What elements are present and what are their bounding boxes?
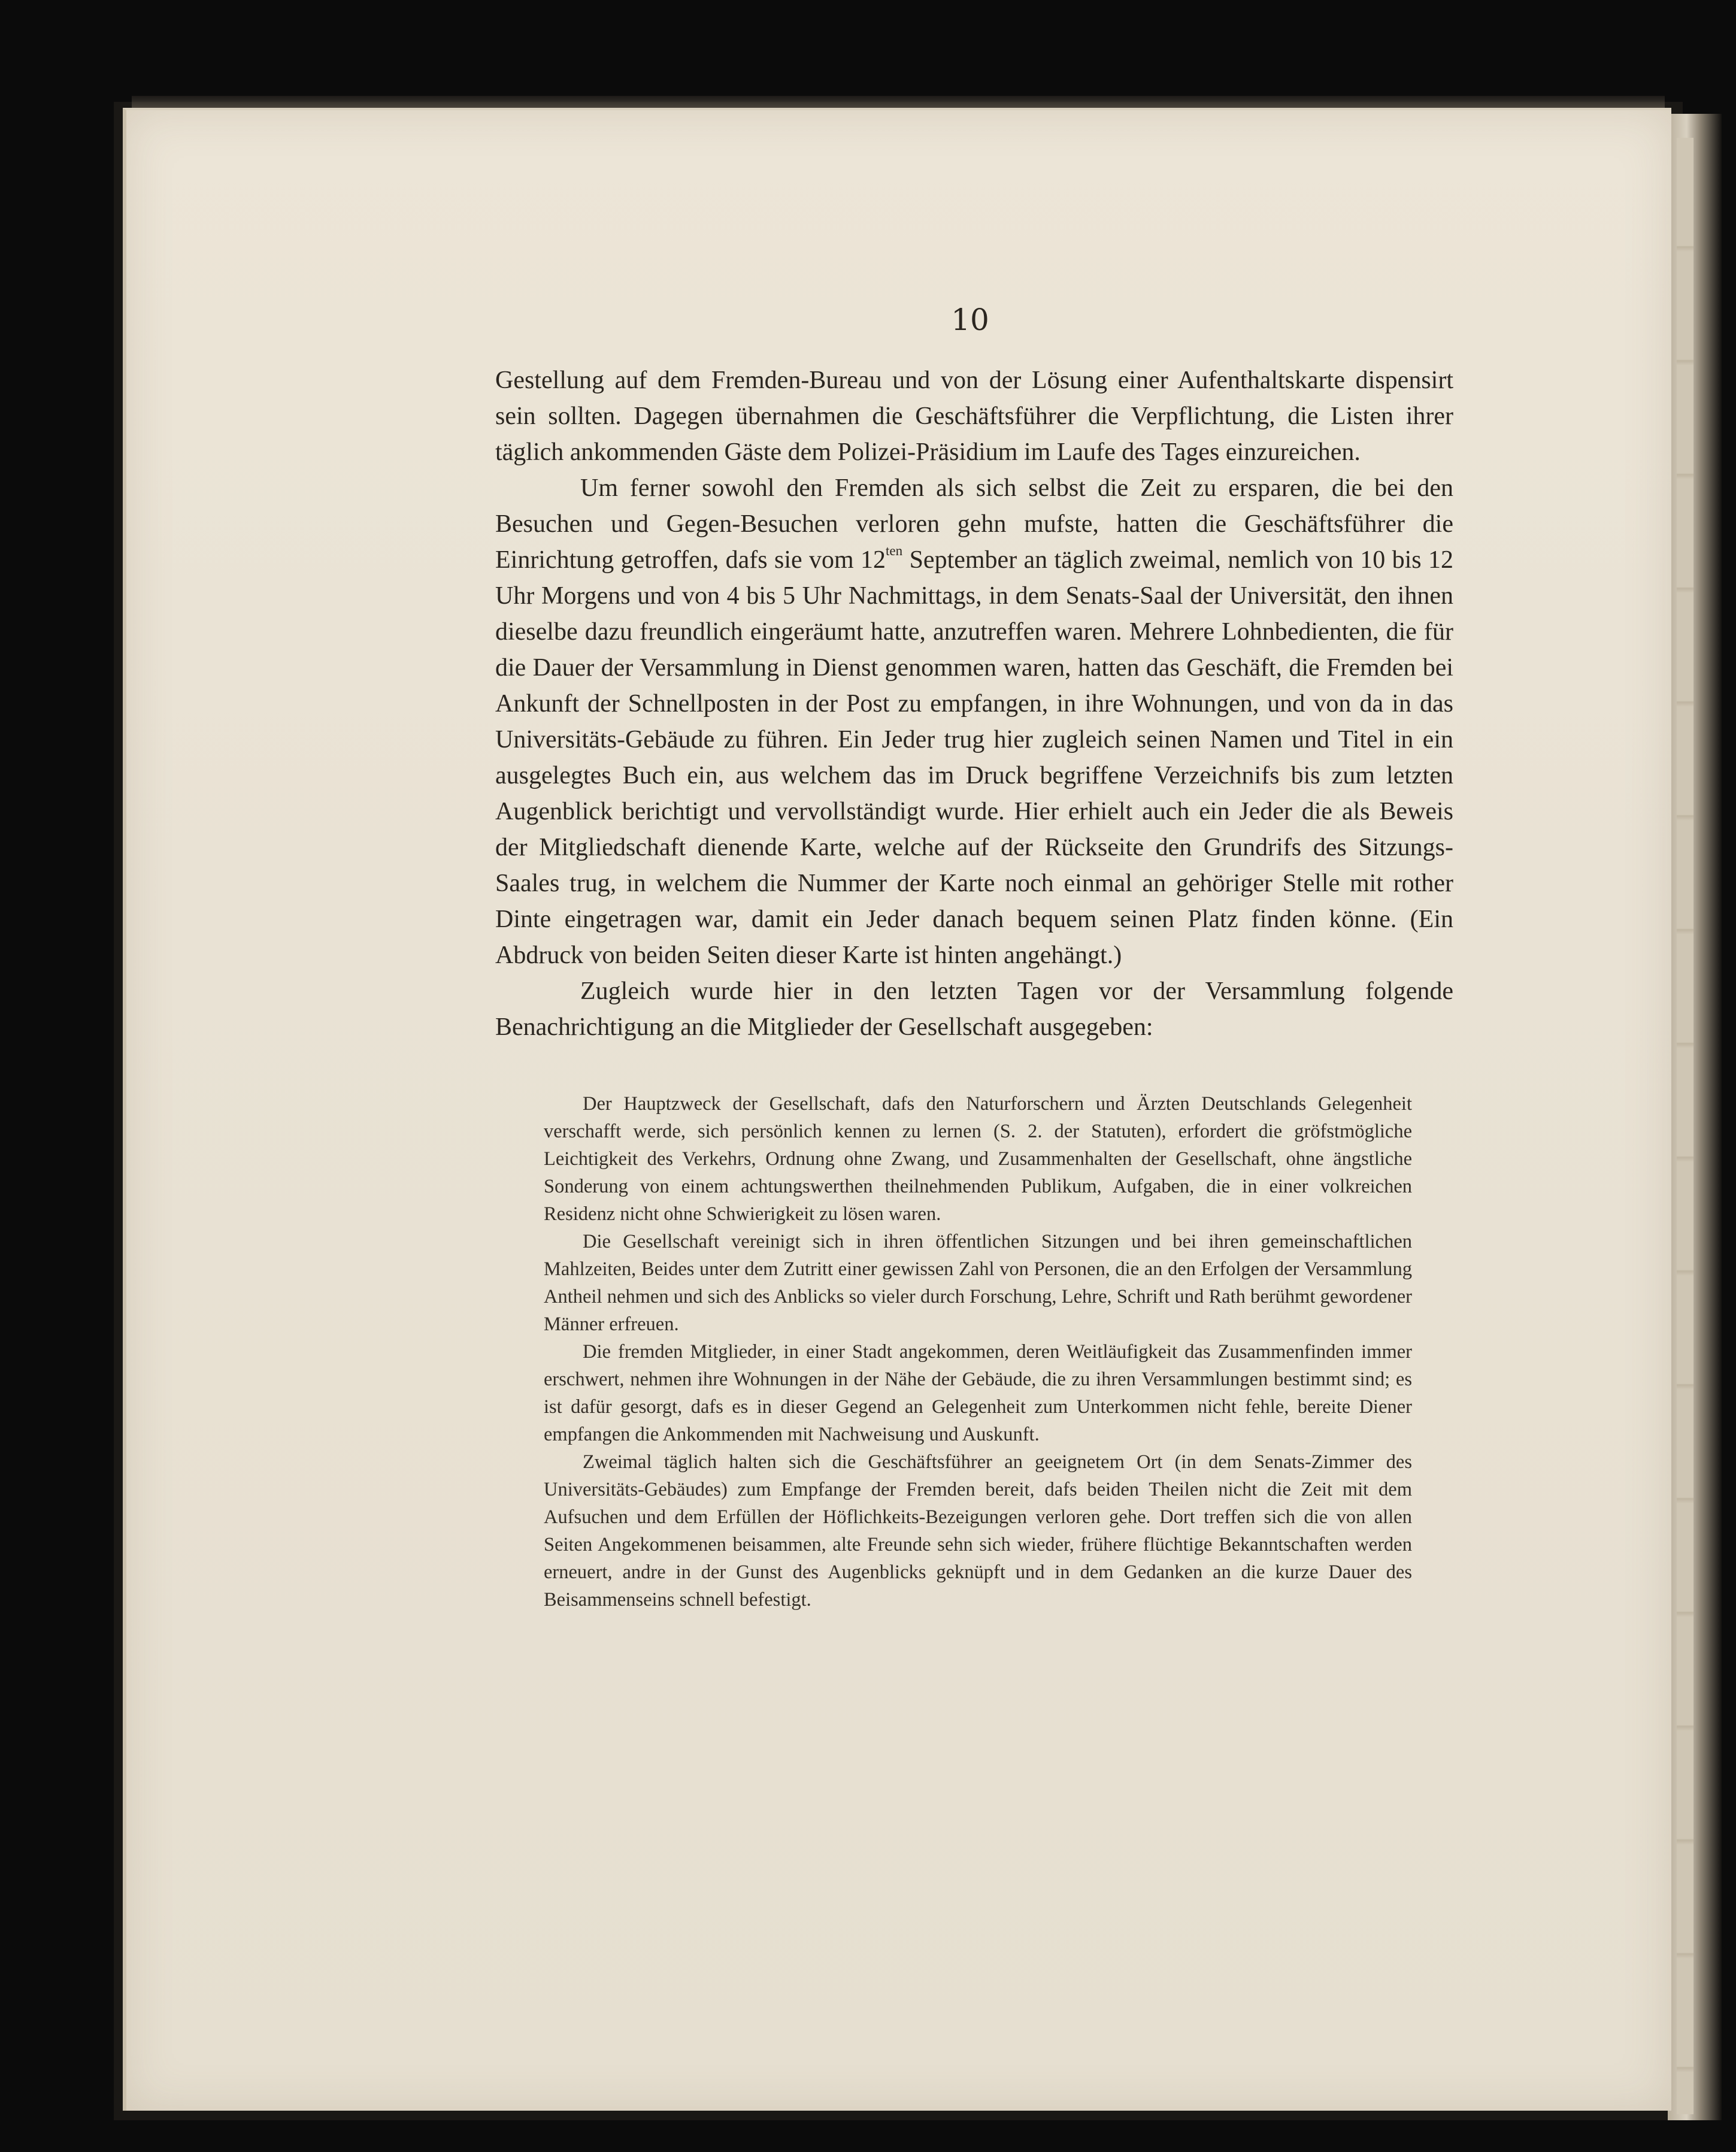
paragraph-2 [495, 470, 1453, 973]
notice-paragraph-3: Die fremden Mitglieder, in einer Stadt angekommen, deren Weitläufigkeit das Zusammenfinden immer erschwert, nehmen ihre Wohnungen in der Nähe der Gebäude, die zu ihren Versammlungen bestimmt sind; es ist dafür gesorgt, dafs es in dieser Gegend an Gelegenheit zum Unterkommen nicht fehle, bereite Diener empfangen die Ankommenden mit Nachweisung und Auskunft. [544, 1341, 1412, 1445]
ordinal-superscript: ten [886, 543, 903, 559]
next-page-edge [1677, 138, 1693, 2114]
main-text [495, 362, 1453, 1045]
notice-text [544, 1090, 1412, 1614]
paragraph-2-part-1: Um ferner sowohl den Fremden als sich selbst die Zeit zu ersparen, die bei den Besuchen und Gegen-Besuchen verloren gehn mufste, hatten die Geschäftsführer die Einrichtung getroffen, dafs sie vom 12 [495, 474, 1453, 574]
notice-paragraph-4: Zweimal täglich halten sich die Geschäftsführer an geeignetem Ort (in dem Senats-Zimmer des Universitäts-Gebäudes) zum Empfange der Fremden bereit, dafs beiden Theilen nicht die Zeit mit dem Aufsuchen und dem Erfüllen der Höflichkeits-Bezeigungen verloren gehe. Dort treffen sich die von allen Seiten Angekommenen beisammen, alte Freunde sehn sich wieder, frühere flüchtige Bekanntschaften werden erneuert, andre in der Gunst des Augenblicks geknüpft und in dem Gedanken an die kurze Dauer des Beisammenseins schnell befestigt. [544, 1451, 1412, 1611]
paragraph-2-part-2: September an täglich zweimal, nemlich von 10 bis 12 Uhr Morgens und von 4 bis 5 Uhr Nachmittags, in dem Senats-Saal der Universität, den ihnen dieselbe dazu freundlich eingeräumt hatte, anzutreffen waren. Mehrere Lohnbedienten, die für die Dauer der Versammlung in Dienst genommen waren, hatten das Geschäft, die Fremden bei Ankunft der Schnellposten in der Post zu empfangen, in ihre Wohnungen, und von da in das Universitäts-Gebäude zu führen. Ein Jeder trug hier zugleich seinen Namen und Titel in ein ausgelegtes Buch ein, aus welchem das im Druck begriffene Verzeichnifs bis zum letzten Augenblick berichtigt und vervollständigt wurde. Hier erhielt auch ein Jeder die als Beweis der Mitgliedschaft dienende Karte, welche auf der Rückseite den Grundrifs des Sitzungs-Saales trug, in welchem die Nummer der Karte noch einmal an gehöriger Stelle mit rother Dinte eingetragen war, damit ein Jeder danach bequem seinen Platz finden könne. (Ein Abdruck von beiden Seiten dieser Karte ist hinten angehängt.) [495, 546, 1453, 969]
book-spine-edge [1668, 114, 1722, 2120]
page-number: 10 [951, 302, 989, 337]
paragraph-3: Zugleich wurde hier in den letzten Tagen vor der Versammlung folgende Benachrichtigung an die Mitglieder der Gesellschaft ausgegeben: [495, 977, 1453, 1041]
notice-paragraph-1: Der Hauptzweck der Gesellschaft, dafs den Naturforschern und Ärzten Deutschlands Gelegenheit verschafft werde, sich persönlich kennen zu lernen (S. 2. der Statuten), erfordert die gröfstmögliche Leichtigkeit des Verkehrs, Ordnung ohne Zwang, und Zusammenhalten der Gesellschaft, ohne ängstliche Sonderung von einem achtungswerthen theilnehmenden Publikum, Aufgaben, die in einer volkreichen Residenz nicht ohne Schwierigkeit zu lösen waren. [544, 1093, 1412, 1225]
notice-paragraph-2: Die Gesellschaft vereinigt sich in ihren öffentlichen Sitzungen und bei ihren gemeinschaftlichen Mahlzeiten, Beides unter dem Zutritt einer gewissen Zahl von Personen, die an den Erfolgen der Versammlung Antheil nehmen und sich des Anblicks so vieler durch Forschung, Lehre, Schrift und Rath berühmt gewordener Männer erfreuen. [544, 1231, 1412, 1335]
paragraph-1: Gestellung auf dem Fremden-Bureau und von der Lösung einer Aufenthaltskarte dispensirt sein sollten. Dagegen übernahmen die Geschäftsführer die Verpflichtung, die Listen ihrer täglich ankommenden Gäste dem Polizei-Präsidium im Laufe des Tages einzureichen. [495, 367, 1453, 466]
